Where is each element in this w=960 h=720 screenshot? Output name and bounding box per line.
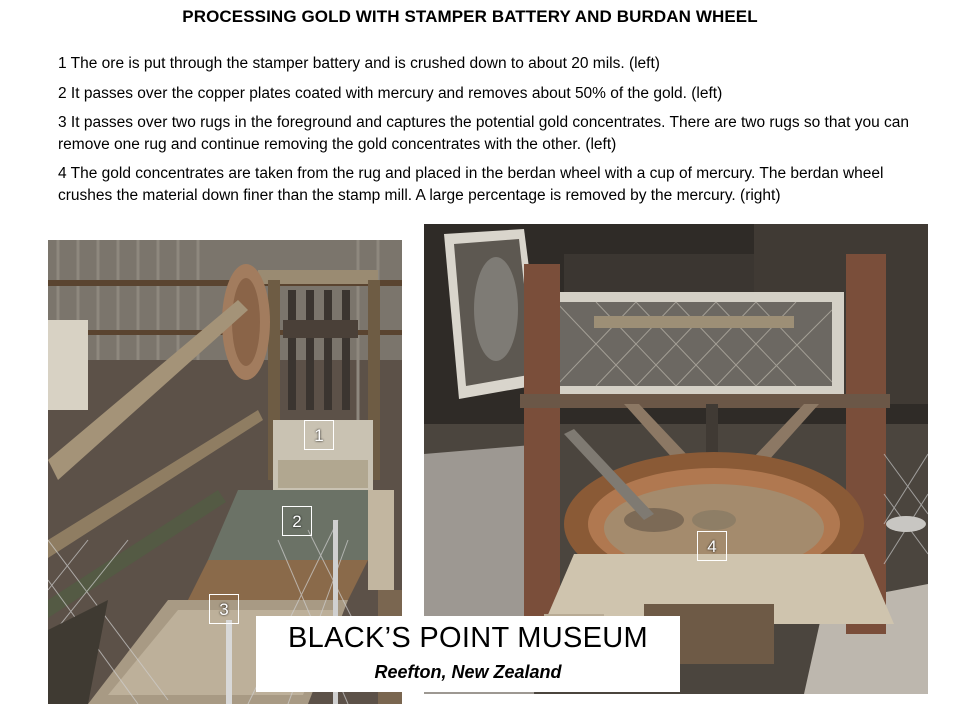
marker-3: 3 — [209, 594, 239, 624]
step-1-text: 1 The ore is put through the stamper battery and is crushed down to about 20 mils. (left) — [58, 55, 660, 72]
marker-1: 1 — [304, 420, 334, 450]
marker-2: 2 — [282, 506, 312, 536]
step-2-text: 2 It passes over the copper plates coated with mercury and removes about 50% of the gold. (left) — [58, 85, 723, 102]
museum-caption — [256, 616, 680, 692]
step-3-text: 3 It passes over two rugs in the foreground and captures the potential gold concentrates. There are two rugs so that you can remove one rug and continue removing the gold concentrates with the other. (left) — [58, 114, 910, 153]
step-4-text: 4 The gold concentrates are taken from the rug and placed in the berdan wheel with a cup of mercury. The berdan wheel crushes the material down finer than the stamp mill. A large percentage is removed by the mercury. (right) — [58, 165, 884, 204]
museum-location: Reefton, New Zealand — [374, 662, 562, 682]
marker-4: 4 — [697, 531, 727, 561]
page-title: PROCESSING GOLD WITH STAMPER BATTERY AND BURDAN WHEEL — [182, 7, 758, 26]
museum-name: BLACK’S POINT MUSEUM — [288, 622, 648, 654]
